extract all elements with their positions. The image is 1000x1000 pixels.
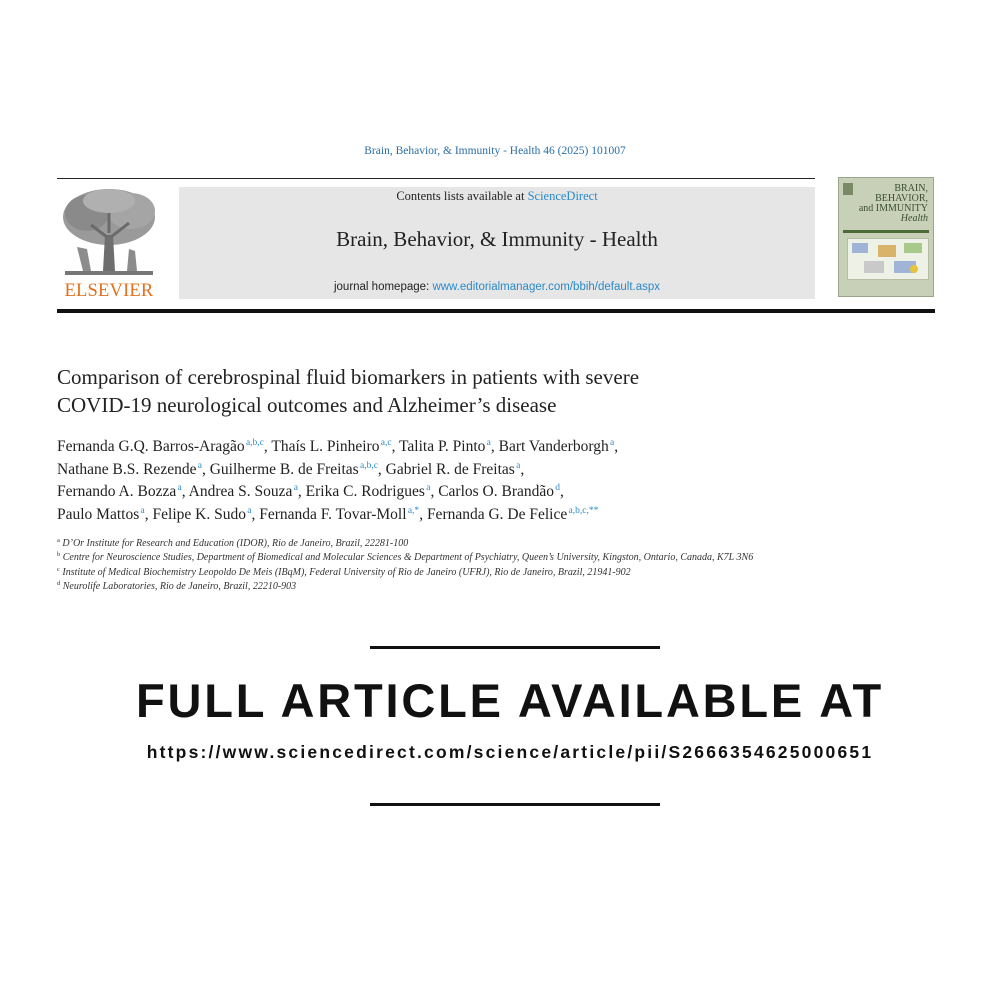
- cover-graphic-figure: [847, 238, 929, 280]
- journal-header: [57, 187, 815, 299]
- author-affiliation-marker[interactable]: a: [197, 460, 202, 471]
- contents-line: [179, 189, 815, 204]
- author-affiliation-marker[interactable]: a: [293, 483, 298, 493]
- author-separator: ,: [297, 483, 306, 500]
- author-affiliation-marker[interactable]: a: [610, 438, 615, 448]
- author-name[interactable]: Paulo Mattos: [57, 505, 140, 523]
- affiliation-text: D’Or Institute for Research and Education (IDOR), Rio de Janeiro, Brazil, 22281-100: [62, 538, 409, 549]
- header-bottom-rule: [57, 309, 935, 313]
- author-separator: ,: [430, 483, 439, 500]
- author-affiliation-marker[interactable]: a: [140, 505, 145, 516]
- author-separator: ,: [391, 438, 400, 455]
- journal-info-panel: [179, 187, 815, 299]
- full-article-heading: FULL ARTICLE AVAILABLE AT: [136, 674, 884, 727]
- author-affiliation-marker[interactable]: a,c: [380, 438, 392, 448]
- affiliation-text: Neurolife Laboratories, Rio de Janeiro, Brazil, 22210-903: [62, 581, 297, 593]
- affiliation-label: d: [57, 580, 61, 588]
- author-line: [57, 459, 857, 482]
- article-title-line: Comparison of cerebrospinal fluid biomarkers in patients with severe: [57, 365, 640, 389]
- author-name[interactable]: Fernanda G.Q. Barros-Aragão: [57, 438, 245, 455]
- author-name[interactable]: Fernando A. Bozza: [57, 483, 177, 500]
- author-name[interactable]: Thaís L. Pinheiro: [271, 438, 380, 455]
- author-line: [57, 504, 857, 527]
- author-separator: ,: [181, 483, 189, 500]
- author-separator: ,: [520, 460, 525, 478]
- author-separator: ,: [263, 438, 272, 455]
- homepage-prefix: journal homepage:: [333, 281, 433, 293]
- author-separator: ,: [614, 438, 619, 455]
- elsevier-logo: [57, 187, 175, 299]
- affiliation-list: [57, 537, 817, 595]
- author-name[interactable]: Felipe K. Sudo: [152, 505, 246, 523]
- author-name[interactable]: Talita P. Pinto: [399, 438, 486, 455]
- author-affiliation-marker[interactable]: a,b,c,**: [568, 505, 599, 516]
- cover-title-line: BRAIN,: [894, 183, 928, 194]
- affiliation-label: b: [57, 551, 61, 559]
- author-line: [57, 436, 857, 459]
- author-name[interactable]: Fernanda F. Tovar-Moll: [259, 505, 407, 523]
- homepage-line: [179, 281, 815, 293]
- cover-title-line: BEHAVIOR,: [875, 193, 928, 204]
- journal-cover-thumbnail[interactable]: [838, 177, 934, 297]
- full-article-url-link[interactable]: https://www.sciencedirect.com/science/article/pii/S2666354625000651: [146, 742, 874, 762]
- affiliation-text: Centre for Neuroscience Studies, Department of Biomedical and Molecular Sciences & Department of Psychiatry, Queen’s University, Kingston, Ontario, Canada, K7L 3N6: [62, 552, 754, 564]
- affiliation-item: [57, 580, 817, 594]
- author-affiliation-marker[interactable]: a,b,c: [245, 438, 264, 448]
- elsevier-tree-icon: [57, 187, 175, 279]
- sciencedirect-link[interactable]: ScienceDirect: [527, 189, 598, 203]
- author-separator: ,: [419, 505, 427, 523]
- author-affiliation-marker[interactable]: a: [426, 483, 431, 493]
- cover-title-line: and IMMUNITY: [858, 203, 928, 214]
- affiliation-item: [57, 537, 817, 551]
- affiliation-label: c: [57, 565, 60, 573]
- journal-citation[interactable]: Brain, Behavior, & Immunity - Health 46 (2025) 101007: [364, 145, 626, 157]
- author-affiliation-marker[interactable]: a: [247, 505, 252, 516]
- banner-top-rule: [370, 646, 660, 649]
- author-list: [57, 436, 857, 526]
- journal-homepage-link[interactable]: www.editorialmanager.com/bbih/default.aspx: [432, 281, 661, 293]
- author-affiliation-marker[interactable]: a,b,c: [359, 460, 378, 471]
- author-separator: ,: [144, 505, 153, 523]
- article-title-line: COVID-19 neurological outcomes and Alzheimer’s disease: [57, 393, 557, 417]
- author-name[interactable]: Nathane B.S. Rezende: [57, 460, 197, 478]
- author-separator: ,: [490, 438, 499, 455]
- cover-title: [842, 184, 928, 224]
- cover-accent-bar: [843, 230, 929, 233]
- banner-bottom-rule: [370, 803, 660, 806]
- elsevier-wordmark: ELSEVIER: [64, 281, 154, 301]
- author-separator: ,: [560, 483, 564, 500]
- header-top-rule: [57, 178, 815, 179]
- author-separator: ,: [201, 460, 210, 478]
- cover-title-line: Health: [900, 213, 928, 224]
- author-affiliation-marker[interactable]: a: [516, 460, 521, 471]
- author-name[interactable]: Erika C. Rodrigues: [305, 483, 425, 500]
- author-name[interactable]: Fernanda G. De Felice: [426, 505, 568, 523]
- journal-title: Brain, Behavior, & Immunity - Health: [336, 227, 658, 251]
- author-affiliation-marker[interactable]: a: [486, 438, 491, 448]
- author-line: [57, 481, 857, 504]
- author-separator: ,: [377, 460, 386, 478]
- affiliation-text: Institute of Medical Biochemistry Leopoldo De Meis (IBqM), Federal University of Rio de Janeiro (UFRJ), Rio de Janeiro, Brazil, 21941-902: [62, 566, 631, 578]
- affiliation-item: [57, 551, 817, 565]
- author-name[interactable]: Bart Vanderborgh: [498, 438, 609, 455]
- author-affiliation-marker[interactable]: a: [177, 483, 182, 493]
- author-affiliation-marker[interactable]: a,*: [407, 505, 420, 516]
- author-name[interactable]: Guilherme B. de Freitas: [209, 460, 359, 478]
- author-affiliation-marker[interactable]: d: [555, 483, 561, 493]
- article-title: [57, 363, 817, 419]
- author-name[interactable]: Carlos O. Brandão: [438, 483, 554, 500]
- affiliation-item: [57, 566, 817, 580]
- author-name[interactable]: Andrea S. Souza: [188, 483, 293, 500]
- author-name[interactable]: Gabriel R. de Freitas: [385, 460, 515, 478]
- contents-prefix: Contents lists available at: [396, 189, 528, 203]
- affiliation-label: a: [57, 537, 60, 544]
- author-separator: ,: [251, 505, 260, 523]
